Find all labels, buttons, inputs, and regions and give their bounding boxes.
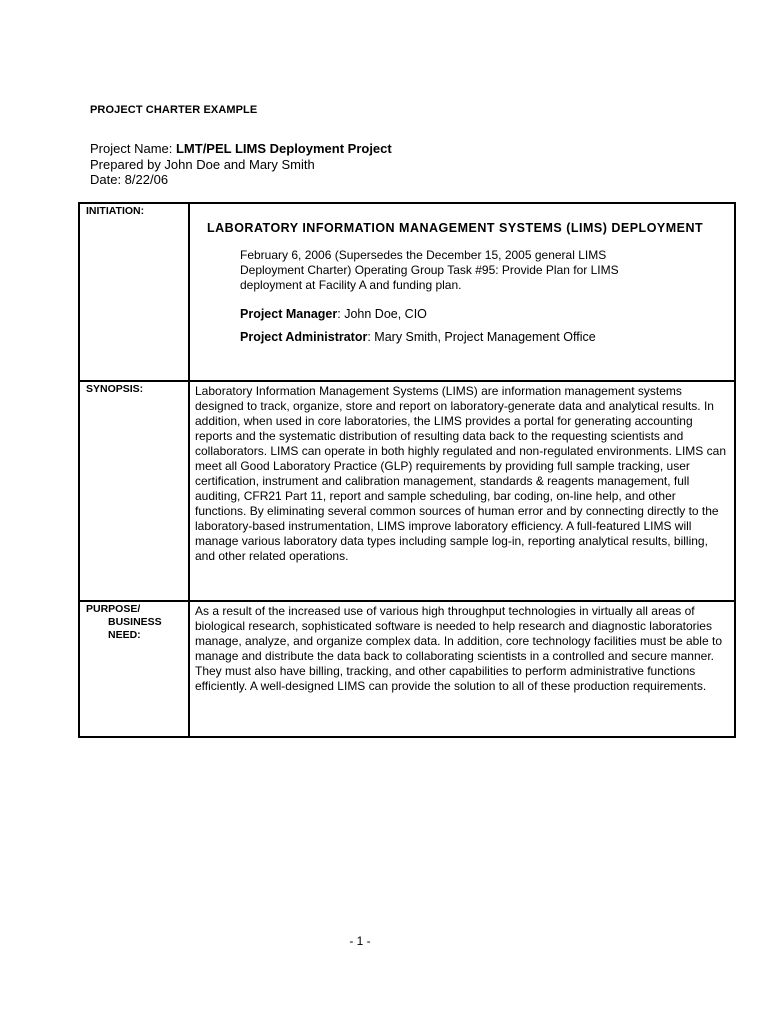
project-administrator-line	[240, 330, 728, 345]
initiation-row	[79, 203, 735, 381]
project-manager-line	[240, 307, 728, 322]
initiation-content	[189, 203, 735, 381]
document-heading: PROJECT CHARTER EXAMPLE	[90, 104, 258, 116]
project-name-value: LMT/PEL LIMS Deployment Project	[175, 141, 392, 156]
initiation-title: LABORATORY INFORMATION MANAGEMENT SYSTEMS (LIMS) DEPLOYMENT	[207, 221, 704, 235]
project-manager-label: Project Manager	[240, 307, 338, 321]
project-date: Date: 8/22/06	[90, 172, 169, 187]
initiation-label: INITIATION:	[79, 203, 189, 381]
purpose-label-line3: NEED:	[108, 629, 141, 641]
purpose-label	[79, 601, 189, 737]
project-administrator-value: : Mary Smith, Project Management Office	[367, 330, 596, 344]
page-number: - 1 -	[349, 934, 371, 948]
project-name-line	[90, 141, 392, 157]
purpose-text: As a result of the increased use of various high throughput technologies in virtually all areas of biological research, sophisticated software is needed to help research and diagnostic laboratories manage, analyze, and organize complex data. In addition, core technology facilities must be able to manage and distribute the data back to collaborating scientists in a controlled and secure manner. They must also have billing, tracking, and other capabilities to perform administrative functions efficiently. A well-designed LIMS can provide the solution to all of these production requirements.	[189, 601, 735, 737]
project-info	[90, 141, 392, 188]
charter-table	[78, 202, 736, 738]
synopsis-label: SYNOPSIS:	[79, 381, 189, 601]
purpose-label-line2: BUSINESS	[108, 616, 162, 628]
purpose-row	[79, 601, 735, 737]
purpose-label-line1: PURPOSE/	[86, 603, 141, 615]
prepared-by: Prepared by John Doe and Mary Smith	[90, 156, 315, 172]
project-administrator-label: Project Administrator	[240, 330, 368, 344]
synopsis-row	[79, 381, 735, 601]
synopsis-text: Laboratory Information Management Systems (LIMS) are information management systems designed to track, organize, store and report on laboratory-generate data and analytical results. In addition, when used in core laboratories, the LIMS provides a portal for generating accounting reports and the systematic distribution of resulting data back to the requesting scientists and collaborators. LIMS can operate in both highly regulated and non-regulated environments. LIMS can meet all Good Laboratory Practice (GLP) requirements by providing full sample tracking, user certification, instrument and calibration management, standards & reagents management, full auditing, CFR21 Part 11, report and sample scheduling, bar coding, on-line help, and other functions. By eliminating several common sources of human error and by connecting directly to the laboratory-based instrumentation, LIMS improve laboratory efficiency. A full-featured LIMS will manage various laboratory data types including sample log-in, reporting analytical results, billing, and other related operations.	[189, 381, 735, 601]
project-manager-value: : John Doe, CIO	[337, 307, 427, 321]
initiation-date-text: February 6, 2006 (Supersedes the December 15, 2005 general LIMS Deployment Charter) Operating Group Task #95: Provide Plan for LIMS deployment at Facility A and funding plan.	[240, 248, 619, 292]
project-name-label: Project Name:	[90, 141, 176, 156]
